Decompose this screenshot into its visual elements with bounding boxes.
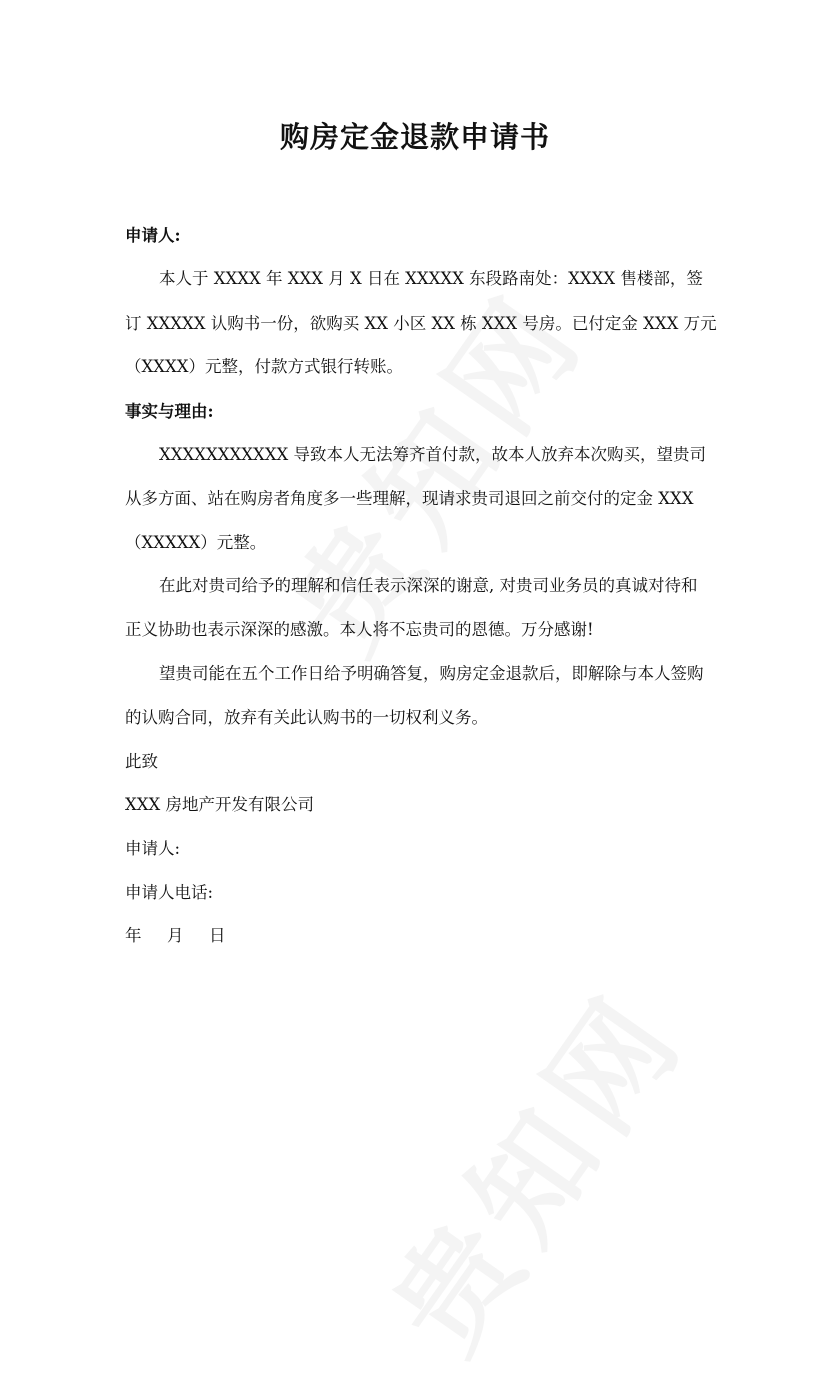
paragraph-line: 的认购合同，放弃有关此认购书的一切权利义务。 (125, 708, 488, 727)
paragraph-line: （XXXXX）元整。 (125, 533, 267, 552)
date-year-label: 年 (125, 926, 142, 945)
paragraph-line: XXXXXXXXXXX 导致本人无法筹齐首付款，故本人放弃本次购买，望贵司 (159, 445, 706, 464)
facts-heading: 事实与理由: (125, 402, 214, 421)
paragraph-line: （XXXX）元整，付款方式银行转账。 (125, 357, 403, 376)
paragraph-line: 正义协助也表示深深的感激。本人将不忘贵司的恩德。万分感谢! (125, 620, 594, 639)
paragraph-line: 在此对贵司给予的理解和信任表示深深的谢意, 对贵司业务员的真诚对待和 (159, 576, 698, 595)
signature-phone: 申请人电话: (125, 883, 214, 902)
paragraph-line: 从多方面、站在购房者角度多一些理解，现请求贵司退回之前交付的定金 XXX (125, 489, 694, 508)
paragraph-line: 本人于 XXXX 年 XXX 月 X 日在 XXXXX 东段路南处：XXXX 售楼部，签 (159, 269, 703, 288)
applicant-heading: 申请人: (125, 226, 181, 245)
recipient-company: XXX 房地产开发有限公司 (125, 795, 314, 814)
document-title: 购房定金退款申请书 (279, 120, 550, 154)
paragraph-line: 订 XXXXX 认购书一份，欲购买 XX 小区 XX 栋 XXX 号房。已付定金 XXX 万元 (125, 314, 717, 333)
date-day-label: 日 (209, 926, 226, 945)
date-month-label: 月 (167, 926, 184, 945)
signature-applicant: 申请人: (125, 839, 181, 858)
date-line (125, 922, 226, 946)
closing-text: 此致 (125, 752, 158, 771)
watermark (345, 952, 716, 1380)
paragraph-line: 望贵司能在五个工作日给予明确答复，购房定金退款后，即解除与本人签购 (159, 664, 704, 683)
